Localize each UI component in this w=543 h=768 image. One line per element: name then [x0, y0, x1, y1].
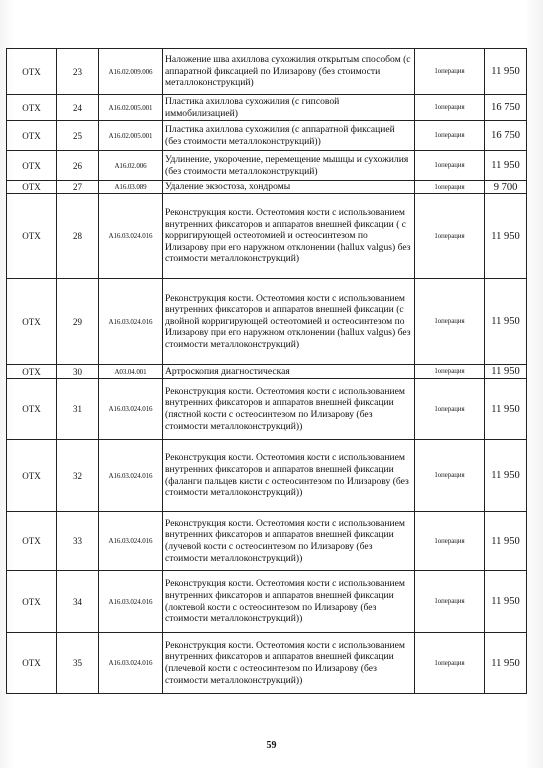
row-number-cell: 27 [57, 181, 99, 194]
department-cell: ОТХ [7, 379, 57, 440]
department-cell: ОТХ [7, 151, 57, 181]
service-name-cell: Реконструкция кости. Остеотомия кости с использованием внутренних фиксаторов и аппаратов внешней фиксации (плечевой кости с остеосинтезом по Илизарову (без стоимости металлоконструкций)) [163, 633, 415, 694]
unit-cell: 1операция [415, 49, 485, 95]
service-code-cell: А16.03.024.016 [99, 571, 163, 633]
service-code-cell: А16.03.024.016 [99, 194, 163, 279]
service-name-cell: Реконструкция кости. Остеотомия кости с использованием внутренних фиксаторов и аппаратов внешней фиксации (фаланги пальцев кисти с остеосинтезом по Илизарову (без стоимости металлоконструкций)) [163, 440, 415, 512]
department-cell: ОТХ [7, 95, 57, 121]
row-number-cell: 25 [57, 121, 99, 151]
table-row [7, 379, 527, 440]
unit-cell: 1операция [415, 95, 485, 121]
unit-cell: 1операция [415, 194, 485, 279]
table-row [7, 440, 527, 512]
row-number-cell: 30 [57, 365, 99, 379]
table-row [7, 571, 527, 633]
service-code-cell: А16.03.024.016 [99, 633, 163, 694]
row-number-cell: 29 [57, 279, 99, 365]
row-number-cell: 32 [57, 440, 99, 512]
unit-cell: 1операция [415, 512, 485, 571]
unit-cell: 1операция [415, 151, 485, 181]
service-name-cell: Пластика ахиллова сухожилия (с гипсовой иммобилизацией) [163, 95, 415, 121]
table-row [7, 151, 527, 181]
unit-cell: 1операция [415, 440, 485, 512]
row-number-cell: 31 [57, 379, 99, 440]
service-code-cell: А16.02.006 [99, 151, 163, 181]
price-cell: 11 950 [485, 571, 527, 633]
service-name-cell: Реконструкция кости. Остеотомия кости с использованием внутренних фиксаторов и аппаратов внешней фиксации ( с корригирующей остеотомией и остеосинтезом по Илизарову при его наружном отклонении (hallux valgus) без стоимости металлоконструкций) [163, 194, 415, 279]
service-code-cell: А16.02.005.001 [99, 95, 163, 121]
service-code-cell: А16.02.005.001 [99, 121, 163, 151]
price-cell: 11 950 [485, 194, 527, 279]
department-cell: ОТХ [7, 365, 57, 379]
table-row [7, 121, 527, 151]
page-number: 59 [266, 740, 277, 751]
service-name-cell: Удаление экзостоза, хондромы [163, 181, 415, 194]
row-number-cell: 35 [57, 633, 99, 694]
price-cell: 11 950 [485, 633, 527, 694]
service-name-cell: Реконструкция кости. Остеотомия кости с использованием внутренних фиксаторов и аппаратов внешней фиксации (локтевой кости с остеосинтезом по Илизарову (без стоимости металлоконструкций)) [163, 571, 415, 633]
department-cell: ОТХ [7, 121, 57, 151]
price-cell: 11 950 [485, 365, 527, 379]
table-row [7, 181, 527, 194]
service-name-cell: Реконструкция кости. Остеотомия кости с использованием внутренних фиксаторов и аппаратов внешней фиксации (с двойной корригирующей остеотомией и остеосинтезом по Илизарову при его наружном отклонении (hallux valgus) без стоимости металлоконструкций) [163, 279, 415, 365]
table-row [7, 49, 527, 95]
service-code-cell: А16.03.024.016 [99, 379, 163, 440]
unit-cell: 1операция [415, 279, 485, 365]
unit-cell: 1операция [415, 379, 485, 440]
department-cell: ОТХ [7, 440, 57, 512]
unit-cell: 1операция [415, 181, 485, 194]
price-cell: 11 950 [485, 440, 527, 512]
unit-cell: 1операция [415, 121, 485, 151]
price-cell: 11 950 [485, 379, 527, 440]
row-number-cell: 26 [57, 151, 99, 181]
service-name-cell: Пластика ахиллова сухожилия (с аппаратной фиксацией (без стоимости металлоконструкций)) [163, 121, 415, 151]
table-row [7, 95, 527, 121]
service-name-cell: Наложение шва ахиллова сухожилия открытым способом (с аппаратной фиксацией по Илизарову (без стоимости металлоконструкций) [163, 49, 415, 95]
price-cell: 11 950 [485, 279, 527, 365]
price-cell: 11 950 [485, 151, 527, 181]
service-code-cell: А03.04.001 [99, 365, 163, 379]
row-number-cell: 23 [57, 49, 99, 95]
service-code-cell: А16.03.024.016 [99, 512, 163, 571]
price-cell: 16 750 [485, 121, 527, 151]
unit-cell: 1операция [415, 365, 485, 379]
department-cell: ОТХ [7, 279, 57, 365]
service-code-cell: А16.02.009.006 [99, 49, 163, 95]
table-row [7, 633, 527, 694]
service-code-cell: А16.03.024.016 [99, 279, 163, 365]
service-name-cell: Реконструкция кости. Остеотомия кости с использованием внутренних фиксаторов и аппаратов внешней фиксации (лучевой кости с остеосинтезом по Илизарову (без стоимости металлоконструкций)) [163, 512, 415, 571]
price-cell: 11 950 [485, 49, 527, 95]
unit-cell: 1операция [415, 633, 485, 694]
price-cell: 11 950 [485, 512, 527, 571]
price-table [6, 48, 527, 694]
row-number-cell: 24 [57, 95, 99, 121]
department-cell: ОТХ [7, 181, 57, 194]
department-cell: ОТХ [7, 633, 57, 694]
table-row [7, 365, 527, 379]
price-cell: 9 700 [485, 181, 527, 194]
unit-cell: 1операция [415, 571, 485, 633]
service-name-cell: Артроскопия диагностическая [163, 365, 415, 379]
service-code-cell: А16.03.024.016 [99, 440, 163, 512]
row-number-cell: 34 [57, 571, 99, 633]
department-cell: ОТХ [7, 571, 57, 633]
table-row [7, 194, 527, 279]
price-cell: 16 750 [485, 95, 527, 121]
table-row [7, 279, 527, 365]
department-cell: ОТХ [7, 194, 57, 279]
service-name-cell: Реконструкция кости. Остеотомия кости с использованием внутренних фиксаторов и аппаратов внешней фиксации (пястной кости с остеосинтезом по Илизарову (без стоимости металлоконструкций)) [163, 379, 415, 440]
row-number-cell: 33 [57, 512, 99, 571]
service-name-cell: Удлинение, укорочение, перемещение мышцы и сухожилия (без стоимости металлоконструкций) [163, 151, 415, 181]
row-number-cell: 28 [57, 194, 99, 279]
table-row [7, 512, 527, 571]
department-cell: ОТХ [7, 49, 57, 95]
service-code-cell: А16.03.089 [99, 181, 163, 194]
department-cell: ОТХ [7, 512, 57, 571]
